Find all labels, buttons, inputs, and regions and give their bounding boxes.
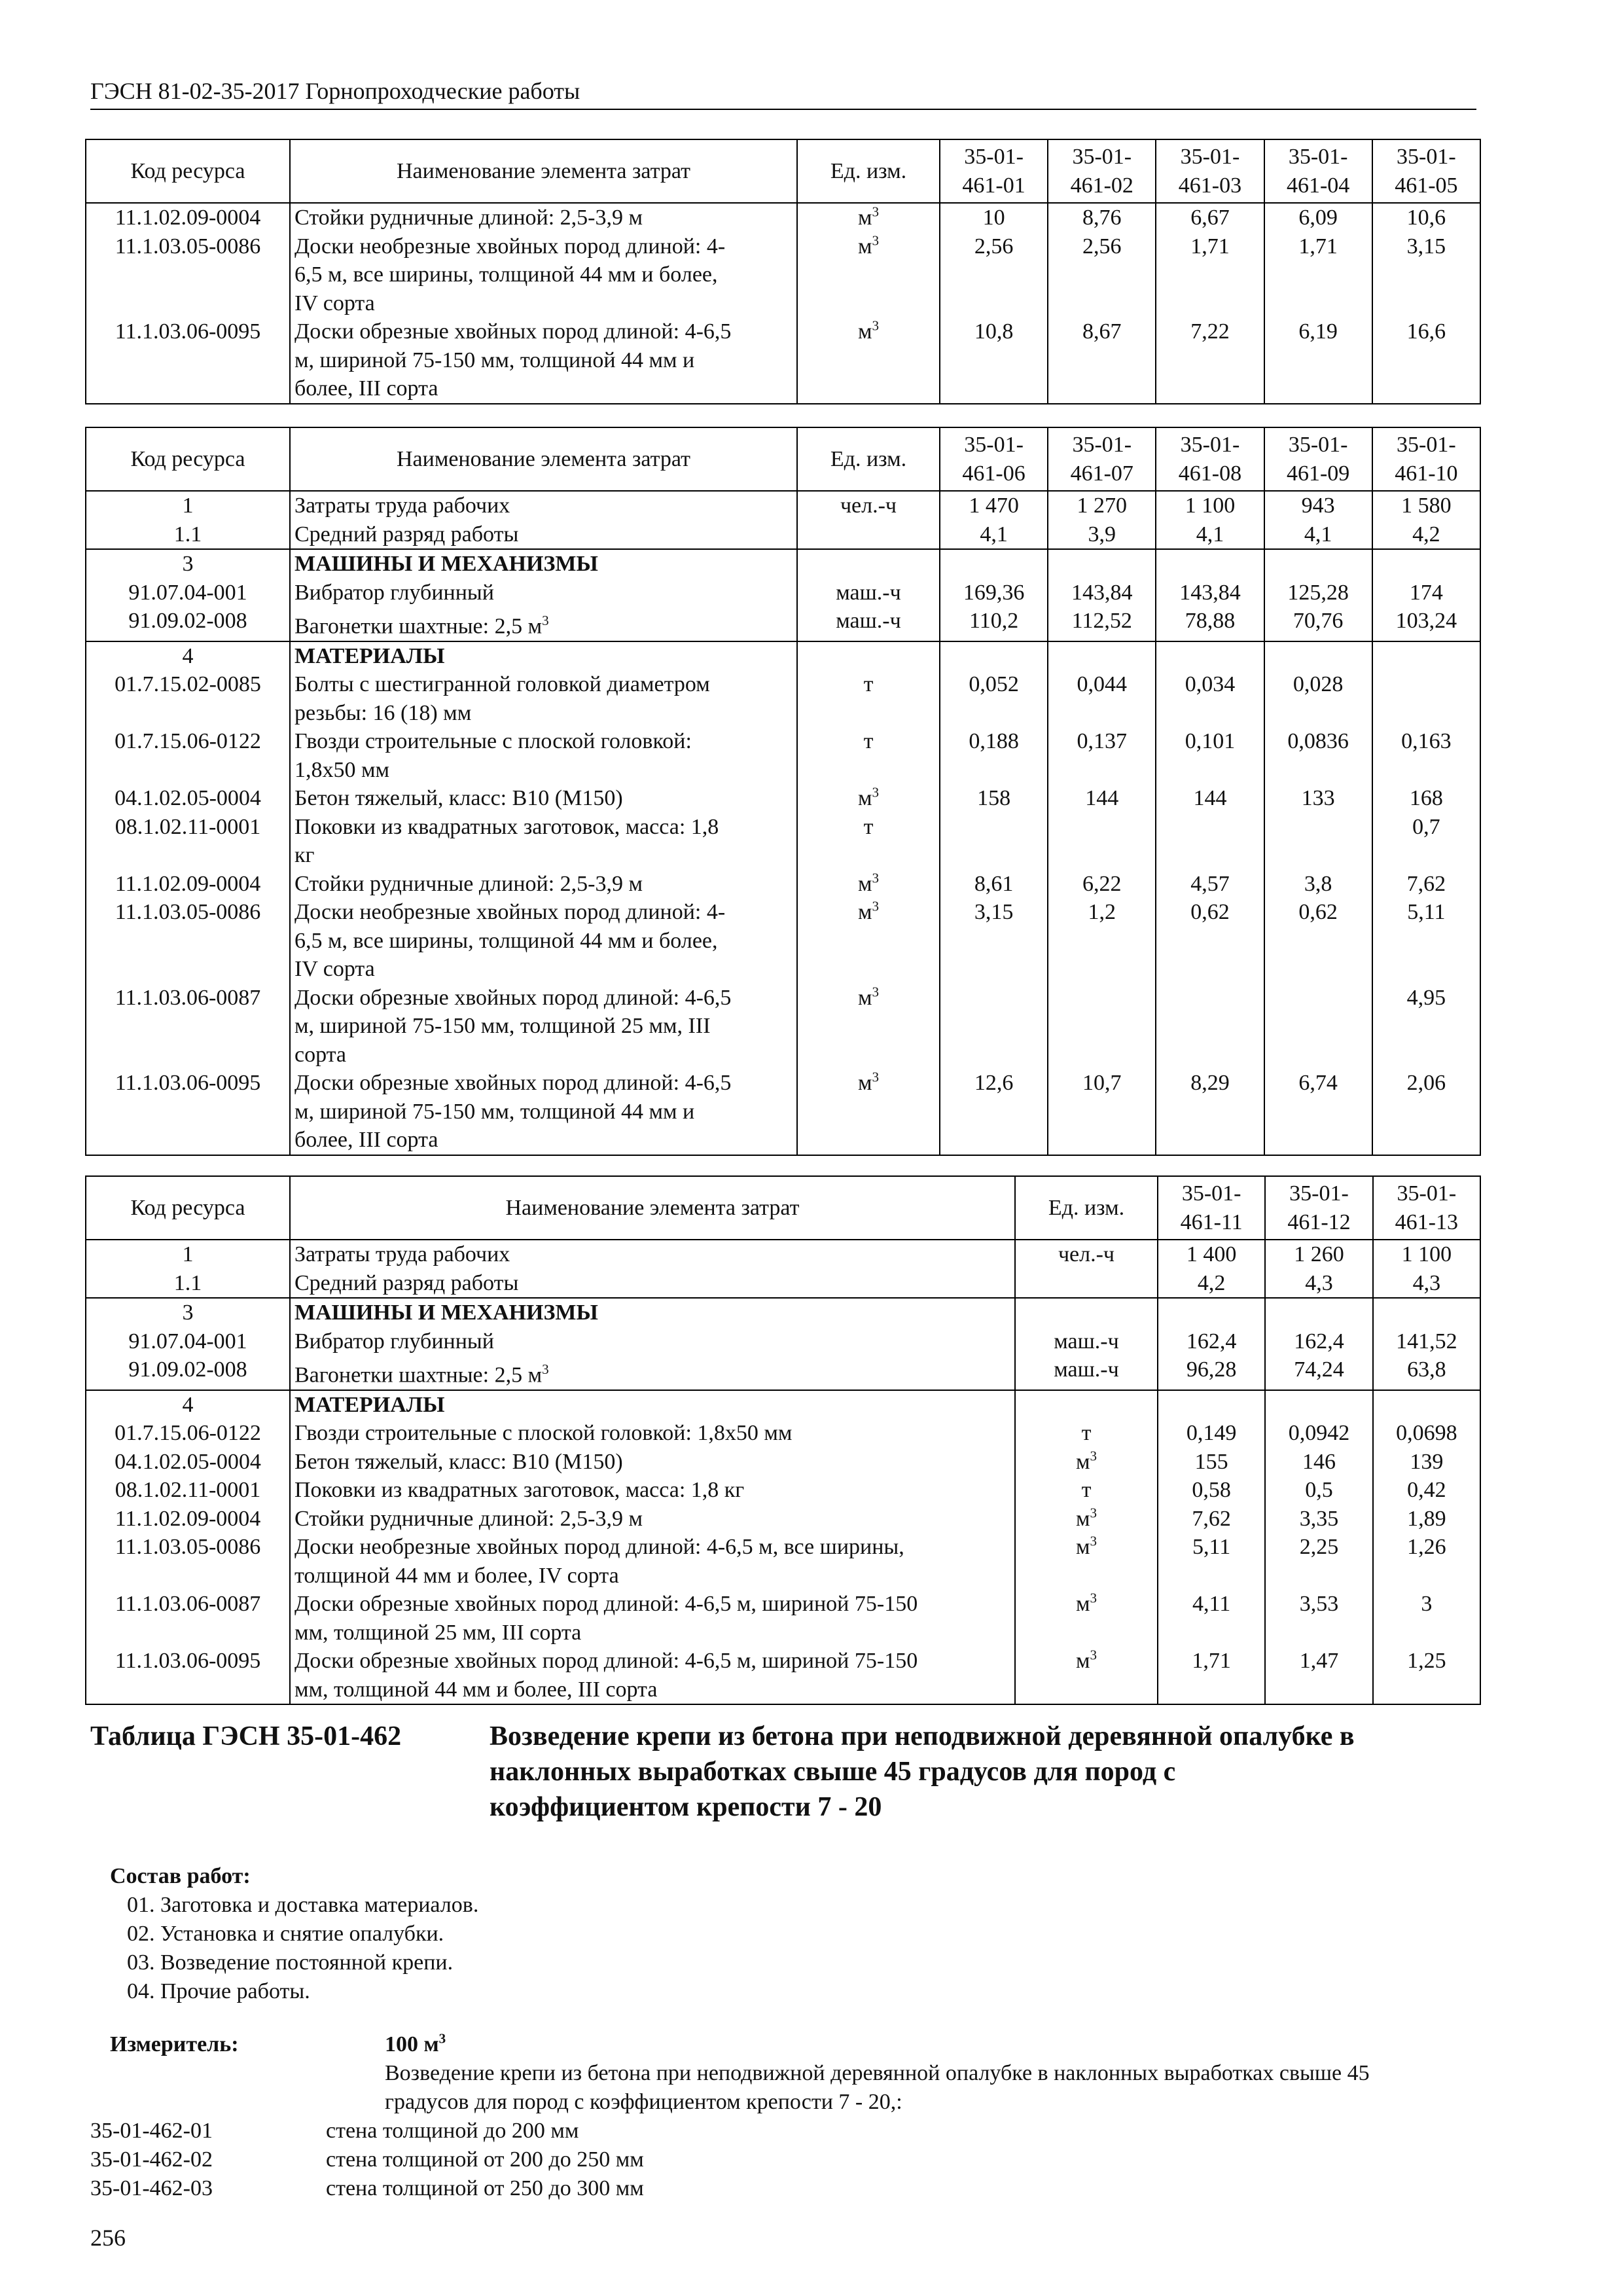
unit-of-measure: $м^3$	[1015, 1448, 1158, 1477]
norm-value: 0,188	[940, 727, 1048, 784]
norm-value: 4,2	[1158, 1269, 1265, 1299]
resource-code: 1	[86, 1240, 290, 1269]
meter-unit: 100 $м^3$	[385, 2030, 446, 2056]
unit-of-measure	[797, 549, 940, 579]
norm-value: 1 470	[940, 491, 1048, 520]
norm-value	[1158, 1298, 1265, 1327]
norm-value: 943	[1264, 491, 1372, 520]
header-code: Код ресурса	[86, 139, 290, 203]
table-row	[86, 1298, 1480, 1327]
work-composition	[110, 1862, 1157, 2006]
norm-value: 1,25	[1373, 1647, 1480, 1704]
unit-of-measure: маш.-ч	[1015, 1355, 1158, 1390]
resource-code: 11.1.02.09-0004	[86, 203, 290, 232]
header-code: Код ресурса	[86, 427, 290, 491]
resource-code: 11.1.03.06-0095	[86, 1647, 290, 1704]
norm-value: 146	[1265, 1448, 1372, 1477]
norm-value: 4,11	[1158, 1590, 1265, 1647]
norm-value: 7,22	[1156, 317, 1264, 404]
resource-code: 01.7.15.02-0085	[86, 670, 290, 727]
norm-value: 0,0698	[1373, 1419, 1480, 1448]
norm-value	[1048, 549, 1156, 579]
norm-value: 1 580	[1372, 491, 1480, 520]
unit-of-measure: маш.-ч	[797, 607, 940, 641]
norm-value: 4,2	[1372, 520, 1480, 550]
norm-value: 1,2	[1048, 898, 1156, 984]
norm-value: 0,149	[1158, 1419, 1265, 1448]
resource-name: Доски обрезные хвойных пород длиной: 4-6,5 м, шириной 75-150 мм, толщиной 44 мм и более, III сорта	[290, 1069, 797, 1155]
table-code: Таблица ГЭСН 35-01-462	[90, 1721, 402, 1751]
norm-value: 7,62	[1158, 1505, 1265, 1534]
resource-name: Затраты труда рабочих	[290, 1240, 1015, 1269]
norm-value: 0,0942	[1265, 1419, 1372, 1448]
header-unit: Ед. изм.	[797, 427, 940, 491]
resource-name: Поковки из квадратных заготовок, масса: 1,8 кг	[290, 813, 797, 870]
norm-value: 1,71	[1156, 232, 1264, 318]
resource-code: 91.07.04-001	[86, 1327, 290, 1356]
table-row	[86, 1355, 1480, 1390]
norm-value	[1156, 641, 1264, 671]
resource-name: Доски обрезные хвойных пород длиной: 4-6,5 м, шириной 75-150 мм, толщиной 44 мм и более, III сорта	[290, 317, 797, 404]
norm-value	[1372, 670, 1480, 727]
work-step: 04. Прочие работы.	[127, 1979, 310, 2003]
norm-value: 8,67	[1048, 317, 1156, 404]
table-row	[86, 1419, 1480, 1448]
norm-value: 78,88	[1156, 607, 1264, 641]
norm-value: 4,1	[940, 520, 1048, 550]
norm-value: 1,71	[1264, 232, 1372, 318]
norm-value	[1158, 1390, 1265, 1420]
unit-of-measure: $м^3$	[1015, 1533, 1158, 1590]
norm-value: 0,034	[1156, 670, 1264, 727]
norm-value: 112,52	[1048, 607, 1156, 641]
norm-value: 144	[1156, 784, 1264, 813]
norm-value: 8,76	[1048, 203, 1156, 232]
norm-value: 0,7	[1372, 813, 1480, 870]
resource-name: Средний разряд работы	[290, 520, 797, 550]
resource-name: МАШИНЫ И МЕХАНИЗМЫ	[290, 1298, 1015, 1327]
resource-name: Средний разряд работы	[290, 1269, 1015, 1299]
norm-value	[1373, 1298, 1480, 1327]
norm-value	[1156, 549, 1264, 579]
resource-name: Бетон тяжелый, класс: B10 (M150)	[290, 784, 797, 813]
table-row	[86, 784, 1480, 813]
resource-code: 3	[86, 549, 290, 579]
norm-value	[940, 984, 1048, 1069]
norm-value: 4,1	[1156, 520, 1264, 550]
norm-value: 1 100	[1373, 1240, 1480, 1269]
norm-value	[1048, 641, 1156, 671]
resource-name: Доски обрезные хвойных пород длиной: 4-6,5 м, шириной 75-150 мм, толщиной 44 мм и более, III сорта	[290, 1647, 1015, 1704]
norm-value: 0,62	[1264, 898, 1372, 984]
unit-of-measure: $м^3$	[797, 984, 940, 1069]
unit-of-measure	[797, 520, 940, 550]
norm-value: 3,15	[1372, 232, 1480, 318]
norm-value: 10,8	[940, 317, 1048, 404]
table-row	[86, 1533, 1480, 1590]
norm-value	[1264, 984, 1372, 1069]
resource-code: 11.1.03.05-0086	[86, 898, 290, 984]
table-row	[86, 520, 1480, 550]
header-unit: Ед. изм.	[1015, 1176, 1158, 1240]
resource-table-1	[85, 139, 1481, 404]
norm-value	[1156, 984, 1264, 1069]
resource-name: Бетон тяжелый, класс: B10 (M150)	[290, 1448, 1015, 1477]
norm-value	[940, 641, 1048, 671]
header-norm-code: 35-01- 461-10	[1372, 427, 1480, 491]
header-norm-code: 35-01- 461-04	[1264, 139, 1372, 203]
resource-code: 08.1.02.11-0001	[86, 813, 290, 870]
unit-of-measure: $м^3$	[797, 317, 940, 404]
table-row	[86, 1590, 1480, 1647]
unit-of-measure: $м^3$	[797, 784, 940, 813]
norm-value: 1,47	[1265, 1647, 1372, 1704]
norm-value: 8,29	[1156, 1069, 1264, 1155]
table-title: Возведение крепи из бетона при неподвижной деревянной опалубке в наклонных выработках свыше 45 градусов для пород с коэффициентом крепости 7 - 20	[490, 1721, 1355, 1822]
resource-name: Вибратор глубинный	[290, 579, 797, 607]
resource-name: Доски необрезные хвойных пород длиной: 4-6,5 м, все ширины, толщиной 44 мм и более, IV сорта	[290, 1533, 1015, 1590]
norm-value: 162,4	[1265, 1327, 1372, 1356]
norm-value: 6,09	[1264, 203, 1372, 232]
header-norm-code: 35-01- 461-09	[1264, 427, 1372, 491]
resource-name: Стойки рудничные длиной: 2,5-3,9 м	[290, 870, 797, 899]
running-header: ГЭСН 81-02-35-2017 Горнопроходческие работы	[90, 76, 1476, 110]
resource-code: 91.07.04-001	[86, 579, 290, 607]
norm-value: 1,89	[1373, 1505, 1480, 1534]
norm-value: 10,7	[1048, 1069, 1156, 1155]
norm-value	[1372, 549, 1480, 579]
norm-value: 143,84	[1048, 579, 1156, 607]
table-row	[86, 317, 1480, 404]
norm-value: 10	[940, 203, 1048, 232]
norm-value: 3,35	[1265, 1505, 1372, 1534]
norm-value: 1 270	[1048, 491, 1156, 520]
norm-value: 0,5	[1265, 1476, 1372, 1505]
norm-value: 1,71	[1158, 1647, 1265, 1704]
norm-value: 4,57	[1156, 870, 1264, 899]
table-row	[86, 1327, 1480, 1356]
norm-value: 0,052	[940, 670, 1048, 727]
norm-value	[1264, 549, 1372, 579]
resource-name: Доски обрезные хвойных пород длиной: 4-6,5 м, шириной 75-150 мм, толщиной 25 мм, III сорта	[290, 1590, 1015, 1647]
norm-value	[1156, 813, 1264, 870]
norm-value: 133	[1264, 784, 1372, 813]
header-unit: Ед. изм.	[797, 139, 940, 203]
table-row	[86, 641, 1480, 671]
meter-row-code: 35-01-462-01	[90, 2119, 213, 2143]
norm-value: 3,8	[1264, 870, 1372, 899]
norm-value: 74,24	[1265, 1355, 1372, 1390]
norm-value: 144	[1048, 784, 1156, 813]
resource-name: Затраты труда рабочих	[290, 491, 797, 520]
header-norm-code: 35-01- 461-06	[940, 427, 1048, 491]
norm-value: 125,28	[1264, 579, 1372, 607]
resource-code: 01.7.15.06-0122	[86, 727, 290, 784]
norm-value: 141,52	[1373, 1327, 1480, 1356]
resource-name: Поковки из квадратных заготовок, масса: 1,8 кг	[290, 1476, 1015, 1505]
norm-value	[1264, 641, 1372, 671]
table-row	[86, 727, 1480, 784]
resource-code: 91.09.02-008	[86, 1355, 290, 1390]
norm-value: 1 260	[1265, 1240, 1372, 1269]
unit-of-measure: маш.-ч	[1015, 1327, 1158, 1356]
resource-code: 4	[86, 641, 290, 671]
table-row	[86, 1240, 1480, 1269]
resource-code: 11.1.02.09-0004	[86, 1505, 290, 1534]
header-norm-code: 35-01- 461-01	[940, 139, 1048, 203]
unit-of-measure: т	[797, 813, 940, 870]
table-row	[86, 1647, 1480, 1704]
norm-value: 3,15	[940, 898, 1048, 984]
resource-code: 11.1.03.06-0087	[86, 984, 290, 1069]
norm-value: 7,62	[1372, 870, 1480, 899]
unit-of-measure: маш.-ч	[797, 579, 940, 607]
norm-value: 6,74	[1264, 1069, 1372, 1155]
resource-code: 11.1.03.06-0095	[86, 317, 290, 404]
norm-value: 168	[1372, 784, 1480, 813]
unit-of-measure: т	[797, 670, 940, 727]
norm-value: 0,137	[1048, 727, 1156, 784]
norm-value	[1048, 984, 1156, 1069]
resource-code: 1	[86, 491, 290, 520]
norm-value: 110,2	[940, 607, 1048, 641]
meter-row-desc: стена толщиной до 200 мм	[326, 2119, 579, 2143]
header-norm-code: 35-01- 461-13	[1373, 1176, 1480, 1240]
norm-value: 3	[1373, 1590, 1480, 1647]
resource-table-2	[85, 427, 1481, 1156]
norm-value	[1265, 1298, 1372, 1327]
unit-of-measure: $м^3$	[797, 898, 940, 984]
unit-of-measure: $м^3$	[797, 870, 940, 899]
meter-label: Измеритель:	[110, 2032, 239, 2056]
resource-name: Вагонетки шахтные: 2,5 $м^3$	[290, 607, 797, 641]
resource-name: Гвозди строительные с плоской головкой: 1,8x50 мм	[290, 727, 797, 784]
resource-code: 11.1.03.06-0087	[86, 1590, 290, 1647]
norm-value: 4,3	[1373, 1269, 1480, 1299]
table-row	[86, 232, 1480, 318]
resource-code: 3	[86, 1298, 290, 1327]
norm-value: 6,22	[1048, 870, 1156, 899]
unit-of-measure	[1015, 1269, 1158, 1299]
resource-code: 11.1.03.06-0095	[86, 1069, 290, 1155]
norm-value: 1,26	[1373, 1533, 1480, 1590]
work-step: 03. Возведение постоянной крепи.	[127, 1950, 454, 1975]
table-row	[86, 1069, 1480, 1155]
resource-name: Гвозди строительные с плоской головкой: 1,8x50 мм	[290, 1419, 1015, 1448]
header-norm-code: 35-01- 461-03	[1156, 139, 1264, 203]
norm-value: 0,163	[1372, 727, 1480, 784]
unit-of-measure	[797, 641, 940, 671]
meter-row-code: 35-01-462-03	[90, 2176, 213, 2200]
table-row	[86, 813, 1480, 870]
norm-value	[940, 549, 1048, 579]
table-row	[86, 491, 1480, 520]
unit-of-measure	[1015, 1390, 1158, 1420]
norm-value: 3,9	[1048, 520, 1156, 550]
norm-value: 1 400	[1158, 1240, 1265, 1269]
work-step: 02. Установка и снятие опалубки.	[127, 1922, 444, 1946]
norm-value: 0,101	[1156, 727, 1264, 784]
norm-value: 0,044	[1048, 670, 1156, 727]
norm-value: 0,62	[1156, 898, 1264, 984]
resource-code: 04.1.02.05-0004	[86, 1448, 290, 1477]
norm-value	[1265, 1390, 1372, 1420]
resource-name: МАТЕРИАЛЫ	[290, 1390, 1015, 1420]
resource-code: 11.1.03.05-0086	[86, 1533, 290, 1590]
resource-table-3	[85, 1175, 1481, 1705]
norm-value: 6,19	[1264, 317, 1372, 404]
header-name: Наименование элемента затрат	[290, 139, 797, 203]
norm-value: 0,028	[1264, 670, 1372, 727]
resource-code: 11.1.03.05-0086	[86, 232, 290, 318]
norm-value: 12,6	[940, 1069, 1048, 1155]
header-norm-code: 35-01- 461-02	[1048, 139, 1156, 203]
resource-code: 1.1	[86, 1269, 290, 1299]
unit-of-measure	[1015, 1298, 1158, 1327]
unit-of-measure: $м^3$	[797, 203, 940, 232]
norm-value: 96,28	[1158, 1355, 1265, 1390]
norm-value: 162,4	[1158, 1327, 1265, 1356]
norm-value: 1 100	[1156, 491, 1264, 520]
norm-value: 143,84	[1156, 579, 1264, 607]
header-norm-code: 35-01- 461-11	[1158, 1176, 1265, 1240]
meter-row-code: 35-01-462-02	[90, 2147, 213, 2172]
table-row	[86, 203, 1480, 232]
table-row	[86, 1505, 1480, 1534]
header-norm-code: 35-01- 461-07	[1048, 427, 1156, 491]
resource-code: 04.1.02.05-0004	[86, 784, 290, 813]
meter-description: Возведение крепи из бетона при неподвижной деревянной опалубке в наклонных выработках свыше 45 градусов для пород с коэффициентом крепости 7 - 20,:	[385, 2061, 1370, 2114]
resource-name: Доски обрезные хвойных пород длиной: 4-6,5 м, шириной 75-150 мм, толщиной 25 мм, III сорта	[290, 984, 797, 1069]
norm-value: 3,53	[1265, 1590, 1372, 1647]
table-row	[86, 1269, 1480, 1299]
resource-name: Вагонетки шахтные: 2,5 $м^3$	[290, 1355, 1015, 1390]
meter-row-desc: стена толщиной от 250 до 300 мм	[326, 2176, 644, 2200]
norm-value: 10,6	[1372, 203, 1480, 232]
resource-name: МАШИНЫ И МЕХАНИЗМЫ	[290, 549, 797, 579]
header-name: Наименование элемента затрат	[290, 1176, 1015, 1240]
norm-value	[1372, 641, 1480, 671]
norm-value: 2,56	[1048, 232, 1156, 318]
norm-value: 63,8	[1373, 1355, 1480, 1390]
header-norm-code: 35-01- 461-05	[1372, 139, 1480, 203]
unit-of-measure: т	[797, 727, 940, 784]
resource-code: 11.1.02.09-0004	[86, 870, 290, 899]
resource-name: Доски необрезные хвойных пород длиной: 4- 6,5 м, все ширины, толщиной 44 мм и более, IV сорта	[290, 232, 797, 318]
resource-name: Стойки рудничные длиной: 2,5-3,9 м	[290, 203, 797, 232]
norm-value: 4,95	[1372, 984, 1480, 1069]
resource-name: Доски необрезные хвойных пород длиной: 4- 6,5 м, все ширины, толщиной 44 мм и более, IV сорта	[290, 898, 797, 984]
table-row	[86, 1448, 1480, 1477]
unit-of-measure: т	[1015, 1476, 1158, 1505]
table-row	[86, 1390, 1480, 1420]
resource-code: 01.7.15.06-0122	[86, 1419, 290, 1448]
resource-name: МАТЕРИАЛЫ	[290, 641, 797, 671]
norm-value: 4,1	[1264, 520, 1372, 550]
resource-code: 08.1.02.11-0001	[86, 1476, 290, 1505]
norm-value: 6,67	[1156, 203, 1264, 232]
unit-of-measure: $м^3$	[797, 232, 940, 318]
work-step: 01. Заготовка и доставка материалов.	[127, 1893, 479, 1917]
unit-of-measure: $м^3$	[1015, 1647, 1158, 1704]
header-norm-code: 35-01- 461-12	[1265, 1176, 1372, 1240]
norm-value: 16,6	[1372, 317, 1480, 404]
norm-value: 139	[1373, 1448, 1480, 1477]
norm-value	[1048, 813, 1156, 870]
table-row	[86, 898, 1480, 984]
norm-value: 2,25	[1265, 1533, 1372, 1590]
table-row	[86, 870, 1480, 899]
norm-value: 70,76	[1264, 607, 1372, 641]
norm-value: 174	[1372, 579, 1480, 607]
unit-of-measure: $м^3$	[797, 1069, 940, 1155]
table-row	[86, 549, 1480, 579]
table-row	[86, 579, 1480, 607]
resource-code: 4	[86, 1390, 290, 1420]
norm-value	[940, 813, 1048, 870]
norm-value: 158	[940, 784, 1048, 813]
norm-value: 4,3	[1265, 1269, 1372, 1299]
resource-code: 91.09.02-008	[86, 607, 290, 641]
table-row	[86, 984, 1480, 1069]
norm-value	[1373, 1390, 1480, 1420]
resource-name: Стойки рудничные длиной: 2,5-3,9 м	[290, 1505, 1015, 1534]
unit-of-measure: т	[1015, 1419, 1158, 1448]
norm-value: 0,0836	[1264, 727, 1372, 784]
norm-value: 8,61	[940, 870, 1048, 899]
resource-name: Вибратор глубинный	[290, 1327, 1015, 1356]
meter-row-desc: стена толщиной от 200 до 250 мм	[326, 2147, 644, 2172]
norm-value: 5,11	[1372, 898, 1480, 984]
header-code: Код ресурса	[86, 1176, 290, 1240]
header-name: Наименование элемента затрат	[290, 427, 797, 491]
table-row	[86, 1476, 1480, 1505]
unit-of-measure: $м^3$	[1015, 1590, 1158, 1647]
resource-code: 1.1	[86, 520, 290, 550]
norm-value: 155	[1158, 1448, 1265, 1477]
resource-name: Болты с шестигранной головкой диаметром резьбы: 16 (18) мм	[290, 670, 797, 727]
norm-value	[1264, 813, 1372, 870]
work-label: Состав работ:	[110, 1864, 251, 1888]
page-number: 256	[90, 2225, 126, 2251]
unit-of-measure: $м^3$	[1015, 1505, 1158, 1534]
norm-value: 0,42	[1373, 1476, 1480, 1505]
norm-value: 5,11	[1158, 1533, 1265, 1590]
norm-value: 103,24	[1372, 607, 1480, 641]
header-norm-code: 35-01- 461-08	[1156, 427, 1264, 491]
unit-of-measure: чел.-ч	[1015, 1240, 1158, 1269]
norm-value: 2,56	[940, 232, 1048, 318]
norm-value: 169,36	[940, 579, 1048, 607]
table-row	[86, 670, 1480, 727]
norm-value: 0,58	[1158, 1476, 1265, 1505]
unit-of-measure: чел.-ч	[797, 491, 940, 520]
table-row	[86, 607, 1480, 641]
norm-value: 2,06	[1372, 1069, 1480, 1155]
